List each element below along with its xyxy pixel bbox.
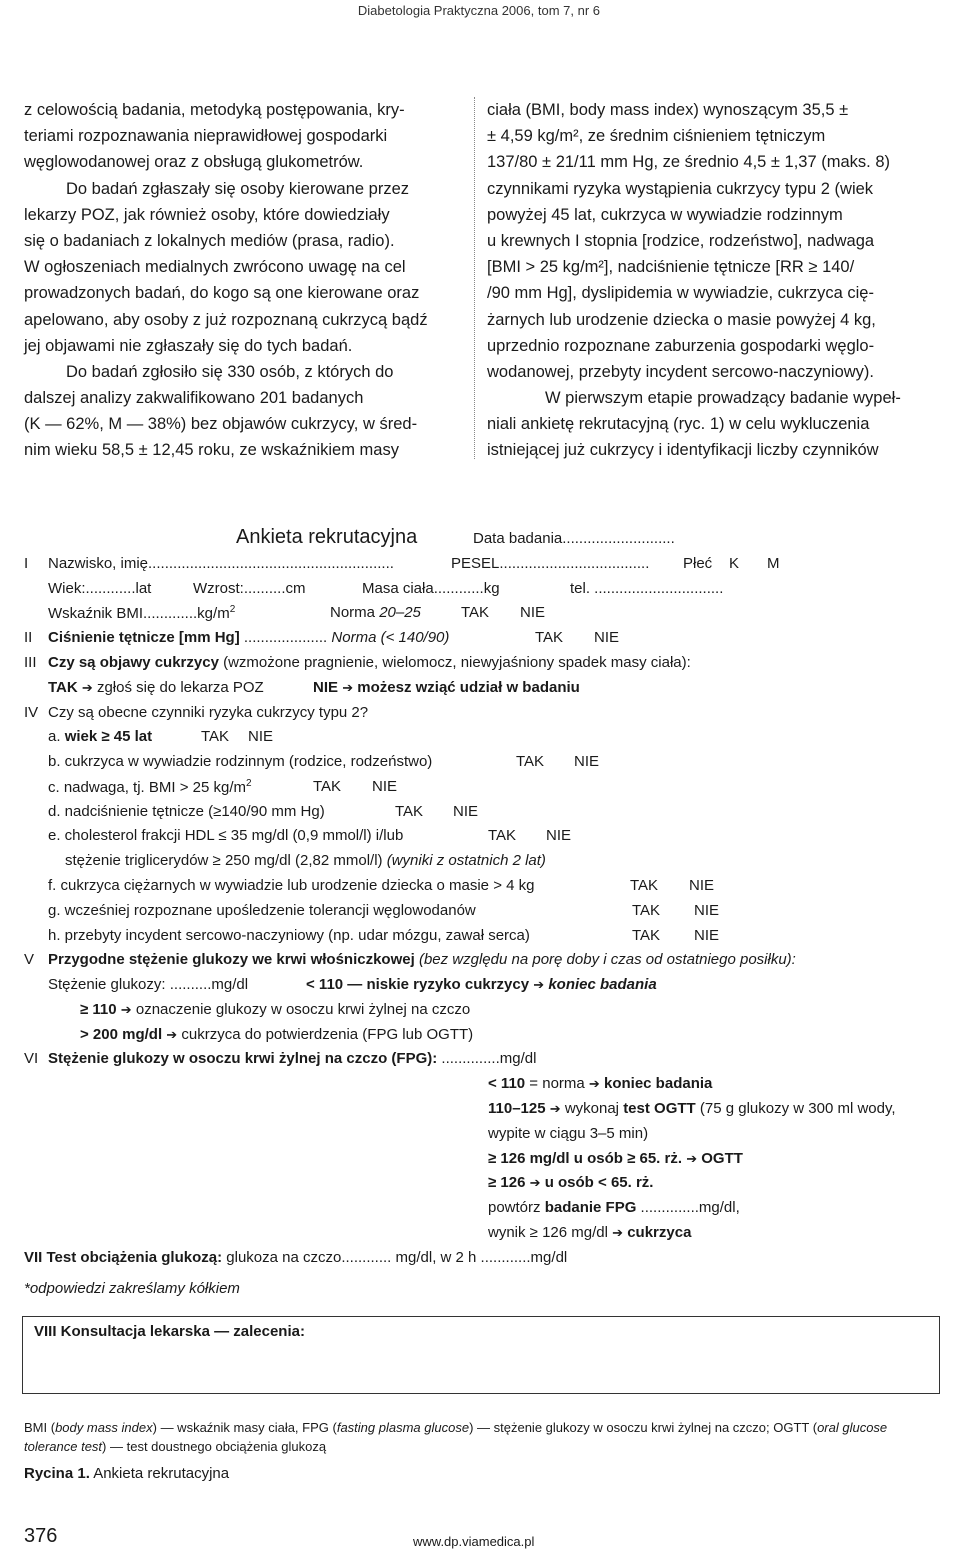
repeat-dots: ..............mg/dl, — [636, 1199, 740, 1216]
right-text-column — [487, 97, 937, 464]
fn-text: ) — wskaźnik masy ciała, FPG ( — [152, 1420, 337, 1435]
arrow-icon: ➔ — [588, 1076, 600, 1091]
section-number-5: V — [24, 951, 35, 968]
symptoms-label: Czy są objawy cukrzycy — [48, 654, 219, 671]
lt110-text: < 110 — niskie ryzyko cukrzycy — [306, 976, 530, 993]
risk-h-tak: TAK — [632, 927, 661, 944]
fpg-lt110-text: < 110 — [488, 1075, 526, 1092]
risk-c-nie: NIE — [372, 778, 398, 795]
page-number: 376 — [24, 1525, 58, 1547]
risk-g-nie: NIE — [694, 902, 720, 919]
left-column-line: węglowodanowej oraz z obsługą glukometrów. — [24, 153, 364, 172]
fpg-dots: ..............mg/dl — [437, 1050, 537, 1067]
fpg-ge126-young — [488, 1174, 653, 1191]
risk-e2-note: (wyniki z ostatnich 2 lat) — [386, 852, 546, 869]
risk-g: g. wcześniej rozpoznane upośledzenie tolerancji węglowodanów — [48, 902, 476, 919]
arrow-icon: ➔ — [342, 680, 354, 695]
capillary-note: (bez względu na porę doby i czas od ostatniego posiłku): — [418, 951, 796, 968]
symptoms-question — [48, 654, 691, 671]
arrow-icon: ➔ — [166, 1027, 178, 1042]
risk-e-nie: NIE — [546, 827, 572, 844]
fpg-ge126-old — [488, 1150, 743, 1167]
fn-italic: oral glucose — [817, 1420, 888, 1435]
risk-h-nie: NIE — [694, 927, 720, 944]
glucose-conc: Stężenie glukozy: ..........mg/dl — [48, 976, 249, 993]
capillary-glucose — [48, 951, 796, 968]
column-divider — [474, 97, 475, 459]
fpg-label-text: Stężenie glukozy w osoczu krwi żylnej na czczo (FPG): — [48, 1050, 438, 1067]
section-number-2: II — [24, 629, 33, 646]
symptoms-desc: (wzmożone pragnienie, wielomocz, niewyjaśniony spadek masy ciała): — [218, 654, 691, 671]
norma-prefix: Norma — [330, 604, 380, 621]
arrow-icon: ➔ — [120, 1002, 132, 1017]
repeat-bold: badanie FPG — [544, 1199, 637, 1216]
risk-e2 — [65, 852, 546, 869]
arrow-icon: ➔ — [686, 1151, 698, 1166]
right-column-line: u krewnych I stopnia [rodzice, rodzeństwo], nadwaga — [487, 231, 875, 250]
height-field: Wzrost:..........cm — [193, 580, 306, 597]
left-column-line: nim wieku 58,5 ± 12,45 roku, ze wskaźnikiem masy — [24, 441, 399, 460]
end-text: koniec badania — [548, 976, 657, 993]
repeat-text: powtórz — [488, 1199, 545, 1216]
glucose-gt200 — [80, 1026, 473, 1043]
left-column-line: się o badaniach z lokalnych mediów (prasa, radio). — [24, 231, 395, 250]
fpg-range-mid: wykonaj — [560, 1100, 624, 1117]
risk-e2-text: stężenie triglicerydów ≥ 250 mg/dl (2,82 mmol/l) — [65, 852, 383, 869]
ogtt-label: VII Test obciążenia glukozą: — [24, 1249, 223, 1266]
fpg-110-125-desc2: wypite w ciągu 3–5 min) — [488, 1125, 649, 1142]
bp-nie: NIE — [594, 629, 620, 646]
bmi-tak: TAK — [461, 604, 490, 621]
ge126b-end: u osób < 65. rż. — [544, 1174, 654, 1191]
fpg-label — [48, 1050, 536, 1067]
caption-text: Ankieta rekrutacyjna — [89, 1465, 230, 1482]
right-column-line: istniejącej już cukrzycy i identyfikacji liczby czynników — [487, 441, 879, 460]
fn-text: ) — test doustnego obciążenia glukozą — [102, 1439, 327, 1454]
fn-italic: body mass index — [55, 1420, 153, 1435]
consultation-label: VIII Konsultacja lekarska — zalecenia: — [34, 1323, 305, 1340]
form-title: Ankieta rekrutacyjna — [236, 526, 418, 548]
risk-d-nie: NIE — [453, 803, 479, 820]
note-text: *odpowiedzi zakreślamy kółkiem — [24, 1280, 240, 1297]
risk-b-nie: NIE — [574, 753, 600, 770]
fpg-ogtt: test OGTT — [623, 1100, 696, 1117]
risk-f-nie: NIE — [689, 877, 715, 894]
ge126-ogtt: OGTT — [701, 1150, 743, 1167]
risk-a-nie: NIE — [248, 728, 274, 745]
date-field: Data badania........................... — [473, 530, 675, 547]
risk-e-tak: TAK — [488, 827, 517, 844]
risk-c-text: c. nadwaga, tj. BMI > 25 kg/m — [48, 779, 247, 796]
tak-label: TAK — [48, 679, 78, 696]
nie-action: możesz wziąć udział w badaniu — [357, 679, 580, 696]
arrow-icon: ➔ — [549, 1101, 561, 1116]
left-column-line: lekarzy POZ, jak również osoby, które dowiedziały — [24, 205, 390, 224]
bp-dots: .................... — [239, 629, 328, 646]
weight-field: Masa ciała............kg — [362, 580, 500, 597]
left-column-line: prowadzonych badań, do kogo są one kierowane oraz — [24, 284, 420, 303]
sup-2: 2 — [229, 604, 236, 615]
left-column-line: (K — 62%, M — 38%) bez objawów cukrzycy, w śred- — [24, 415, 418, 434]
left-column-line: Do badań zgłosiło się 330 osób, z których do — [66, 362, 394, 381]
fn-italic: tolerance test — [24, 1439, 103, 1454]
right-column-line: 137/80 ± 21/11 mm Hg, ze średnio 4,5 ± 1,37 (maks. 8) — [487, 153, 891, 172]
right-column-line: W pierwszym etapie prowadzący badanie wypeł- — [545, 389, 901, 408]
risk-b: b. cukrzyca w wywiadzie rodzinnym (rodzice, rodzeństwo) — [48, 753, 433, 770]
arrow-icon: ➔ — [81, 680, 93, 695]
fn-italic: fasting plasma glucose — [336, 1420, 470, 1435]
symptoms-tak — [48, 679, 264, 696]
right-column-line: uprzednio rozpoznane zaburzenia gospodarki węglo- — [487, 336, 875, 355]
glucose-ge110 — [80, 1001, 470, 1018]
ge110-text: ≥ 110 — [80, 1001, 117, 1018]
right-column-line: ciała (BMI, body mass index) wynoszącym 35,5 ± — [487, 101, 849, 119]
fn-text: ) — stężenie glukozy w osoczu krwi żylnej na czczo; OGTT ( — [469, 1420, 818, 1435]
fpg-range-text: 110–125 — [488, 1100, 546, 1117]
footnote-line-1 — [24, 1418, 939, 1437]
risk-f: f. cukrzyca ciężarnych w wywiadzie lub urodzenie dziecka o masie > 4 kg — [48, 877, 535, 894]
bmi-field — [48, 604, 235, 622]
ge110-action: oznaczenie glukozy w osoczu krwi żylnej na czczo — [135, 1001, 471, 1018]
risk-c-tak: TAK — [313, 778, 342, 795]
right-column-line: /90 mm Hg], dyslipidemia w wywiadzie, cukrzyca cię- — [487, 284, 874, 303]
risk-a-tak: TAK — [201, 728, 230, 745]
caption-label: Rycina 1. — [24, 1465, 90, 1482]
fpg-repeat — [488, 1199, 740, 1216]
left-text-column — [24, 97, 457, 464]
bmi-norma — [330, 604, 421, 621]
consultation-box — [22, 1316, 940, 1394]
section-number-4: IV — [24, 704, 39, 721]
risk-g-tak: TAK — [632, 902, 661, 919]
fpg-lt110-end: koniec badania — [604, 1075, 713, 1092]
left-column-line: dalszej analizy zakwalifikowano 201 badanych — [24, 389, 364, 408]
section-number-1: I — [24, 555, 29, 572]
risk-a-text: wiek ≥ 45 lat — [64, 728, 153, 745]
ge126-text: ≥ 126 mg/dl u osób ≥ 65. rż. — [488, 1150, 683, 1167]
right-column-line: ± 4,59 kg/m², ze średnim ciśnieniem tętniczym — [487, 127, 826, 146]
result-end: cukrzyca — [627, 1224, 692, 1241]
risk-a-prefix: a. — [48, 728, 65, 745]
right-column-line: powyżej 45 lat, cukrzyca w wywiadzie rodzinnym — [487, 205, 843, 224]
right-column-line: [BMI > 25 kg/m²], nadciśnienie tętnicze [RR ≥ 140/ — [487, 258, 855, 277]
nie-label: NIE — [313, 679, 339, 696]
risk-c — [48, 778, 252, 796]
left-column-line: Do badań zgłaszały się osoby kierowane przez — [66, 179, 410, 198]
bp-tak: TAK — [535, 629, 564, 646]
fn-text: BMI ( — [24, 1420, 56, 1435]
result-text: wynik ≥ 126 mg/dl — [488, 1224, 608, 1241]
figure-caption — [24, 1465, 229, 1482]
norma-range: 20–25 — [379, 604, 421, 621]
sup-2: 2 — [246, 778, 252, 789]
sex-label: Płeć — [683, 555, 713, 572]
ogtt-section — [24, 1249, 567, 1266]
bmi-label: Wskaźnik BMI.............kg/m — [48, 605, 230, 622]
risk-e: e. cholesterol frakcji HDL ≤ 35 mg/dl (0,9 mmol/l) i/lub — [48, 827, 404, 844]
footnote-line-2 — [24, 1437, 939, 1456]
gt200-action: cukrzyca do potwierdzenia (FPG lub OGTT) — [181, 1026, 474, 1043]
section-number-3: III — [24, 654, 37, 671]
tel-field: tel. ............................... — [570, 580, 724, 597]
capillary-label: Przygodne stężenie glukozy we krwi włośniczkowej — [48, 951, 415, 968]
left-column-line: z celowością badania, metodyką postępowania, kry- — [24, 101, 405, 119]
pesel-field: PESEL.................................... — [451, 555, 650, 572]
left-column-line: jej objawami nie zgłaszały się do tych badań. — [24, 336, 353, 355]
arrow-icon: ➔ — [612, 1225, 624, 1240]
left-column-line: W ogłoszeniach medialnych zwrócono uwagę na cel — [24, 258, 406, 277]
fpg-result — [488, 1224, 691, 1241]
right-column-line: niali ankietę rekrutacyjną (ryc. 1) w celu wykluczenia — [487, 415, 870, 434]
risk-b-tak: TAK — [516, 753, 545, 770]
gt200-text: > 200 mg/dl — [80, 1026, 163, 1043]
left-column-line: apelowano, aby osoby z już rozpoznaną cukrzycą bądź — [24, 310, 428, 329]
bmi-nie: NIE — [520, 604, 546, 621]
journal-header: Diabetologia Praktyczna 2006, tom 7, nr 6 — [357, 3, 600, 18]
risk-question: Czy są obecne czynniki ryzyka cukrzycy typu 2? — [48, 704, 369, 721]
figure-footnote — [24, 1418, 939, 1456]
risk-d: d. nadciśnienie tętnicze (≥140/90 mm Hg) — [48, 803, 325, 820]
tak-action: zgłoś się do lekarza POZ — [96, 679, 264, 696]
fpg-lt110 — [488, 1075, 712, 1092]
risk-a — [48, 728, 152, 745]
fpg-lt110-mid: = norma — [525, 1075, 589, 1092]
arrow-icon: ➔ — [529, 1175, 541, 1190]
fpg-range-desc: (75 g glukozy w 300 ml wody, — [695, 1100, 896, 1117]
bp-norma: Norma (< 140/90) — [331, 629, 450, 646]
symptoms-nie — [313, 679, 580, 696]
right-column-line: czynnikami ryzyka wystąpienia cukrzycy typu 2 (wiek — [487, 179, 874, 198]
right-column-line: wodanowej, przebyty incydent sercowo-naczyniowy). — [487, 362, 875, 381]
fpg-110-125 — [488, 1100, 896, 1117]
bp-field — [48, 629, 449, 646]
arrow-icon: ➔ — [533, 977, 545, 992]
ge126b-text: ≥ 126 — [488, 1174, 526, 1191]
age-field: Wiek:............lat — [48, 580, 152, 597]
name-field: Nazwisko, imię........................................................... — [48, 555, 394, 572]
left-column-line: teriami rozpoznawania nieprawidłowej gospodarki — [24, 127, 388, 146]
journal-url[interactable]: www.dp.viamedica.pl — [413, 1534, 535, 1549]
right-column-line: żarnych lub urodzenie dziecka o masie powyżej 4 kg, — [487, 310, 876, 329]
bp-label: Ciśnienie tętnicze [mm Hg] — [48, 629, 240, 646]
glucose-lt110 — [306, 976, 657, 993]
risk-f-tak: TAK — [630, 877, 659, 894]
form-note — [24, 1280, 240, 1297]
ogtt-text: glukoza na czczo............ mg/dl, w 2 h ............mg/dl — [222, 1249, 568, 1266]
risk-h: h. przebyty incydent sercowo-naczyniowy (np. udar mózgu, zawał serca) — [48, 927, 530, 944]
sex-option-k: K — [729, 555, 740, 572]
risk-d-tak: TAK — [395, 803, 424, 820]
section-number-6: VI — [24, 1050, 39, 1067]
sex-option-m: M — [767, 555, 780, 572]
